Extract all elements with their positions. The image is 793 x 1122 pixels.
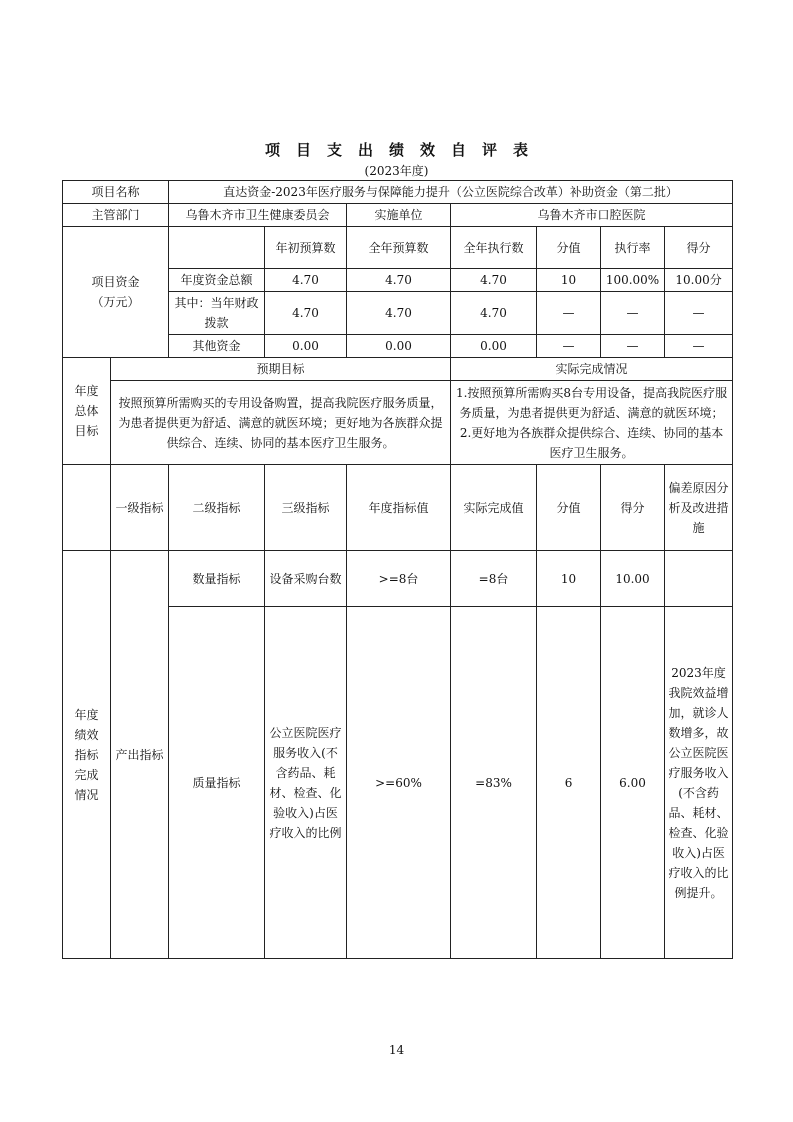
funds-row-label: 年度资金总额 xyxy=(169,269,265,292)
indicator-score: 6.00 xyxy=(601,607,665,959)
funds-cell: — xyxy=(601,335,665,358)
funds-cell: — xyxy=(537,335,601,358)
funds-cell: — xyxy=(537,292,601,335)
funds-label xyxy=(63,227,169,358)
indicator-actual: =8台 xyxy=(451,551,537,607)
funds-cell: 100.00% xyxy=(601,269,665,292)
indicator-level1-output: 产出指标 xyxy=(111,551,169,959)
funds-header-rate: 执行率 xyxy=(601,227,665,269)
indicator-level2: 数量指标 xyxy=(169,551,265,607)
project-name-label: 项目名称 xyxy=(63,181,169,204)
indicator-deviation: 2023年度我院效益增加，就诊人数增多，故公立医院医疗服务收入(不含药品、耗材、检查、化验收入)占医疗收入的比例提升。 xyxy=(665,607,733,959)
year-subtitle: (2023年度) xyxy=(364,164,429,178)
project-name-value: 直达资金-2023年医疗服务与保障能力提升（公立医院综合改革）补助资金（第二批） xyxy=(169,181,733,204)
unit-label: 实施单位 xyxy=(347,204,451,227)
indicator-score-value: 6 xyxy=(537,607,601,959)
funds-cell: 0.00 xyxy=(347,335,451,358)
funds-cell: 10.00分 xyxy=(665,269,733,292)
funds-cell: 4.70 xyxy=(347,269,451,292)
funds-cell: 0.00 xyxy=(265,335,347,358)
indicator-level3: 公立医院医疗服务收入(不含药品、耗材、检查、化验收入)占医疗收入的比例 xyxy=(265,607,347,959)
funds-label-text: 项目资金 （万元） xyxy=(91,275,140,309)
indicator-header-actual: 实际完成值 xyxy=(451,465,537,551)
funds-header-annual: 全年预算数 xyxy=(347,227,451,269)
funds-cell: 10 xyxy=(537,269,601,292)
goal-expected-text: 按照预算所需购买的专用设备购置，提高我院医疗服务质量，为患者提供更为舒适、满意的就医环境；更好地为各族群众提供综合、连续、协同的基本医疗卫生服务。 xyxy=(111,381,451,465)
indicators-section-label-text: 年度 绩效 指标 完成 情况 xyxy=(74,707,99,802)
funds-cell: — xyxy=(665,292,733,335)
funds-cell: — xyxy=(601,292,665,335)
indicator-target: >=60% xyxy=(347,607,451,959)
goal-actual-label: 实际完成情况 xyxy=(451,358,733,381)
indicator-level3: 设备采购台数 xyxy=(265,551,347,607)
goal-actual-text: 1.按照预算所需购买8台专用设备，提高我院医疗服务质量，为患者提供更为舒适、满意的就医环境；2.更好地为各族群众提供综合、连续、协同的基本医疗卫生服务。 xyxy=(451,381,733,465)
funds-cell: 4.70 xyxy=(347,292,451,335)
unit-value: 乌鲁木齐市口腔医院 xyxy=(451,204,733,227)
indicator-header-score-value: 分值 xyxy=(537,465,601,551)
funds-header-score-value: 分值 xyxy=(537,227,601,269)
funds-header-score: 得分 xyxy=(665,227,733,269)
indicator-deviation xyxy=(665,551,733,607)
indicator-header-blank xyxy=(63,465,111,551)
dept-value: 乌鲁木齐市卫生健康委员会 xyxy=(169,204,347,227)
funds-cell: 4.70 xyxy=(265,292,347,335)
dept-label: 主管部门 xyxy=(63,204,169,227)
indicator-score-value: 10 xyxy=(537,551,601,607)
goal-label-text: 年度 总体 目标 xyxy=(74,384,99,438)
indicators-section-label xyxy=(63,551,111,959)
indicator-header-target: 年度指标值 xyxy=(347,465,451,551)
funds-row-label: 其中：当年财政拨款 xyxy=(169,292,265,335)
goal-expected-label: 预期目标 xyxy=(111,358,451,381)
funds-cell: 4.70 xyxy=(451,269,537,292)
indicator-actual: =83% xyxy=(451,607,537,959)
indicator-header-deviation: 偏差原因分析及改进措施 xyxy=(665,465,733,551)
indicator-score: 10.00 xyxy=(601,551,665,607)
funds-header-executed: 全年执行数 xyxy=(451,227,537,269)
indicator-header-level3: 三级指标 xyxy=(265,465,347,551)
funds-header-initial: 年初预算数 xyxy=(265,227,347,269)
indicator-target: >=8台 xyxy=(347,551,451,607)
goal-label xyxy=(63,358,111,465)
page-number: 14 xyxy=(388,1043,405,1057)
indicator-header-level2: 二级指标 xyxy=(169,465,265,551)
indicator-level2: 质量指标 xyxy=(169,607,265,959)
indicator-header-score: 得分 xyxy=(601,465,665,551)
self-evaluation-table xyxy=(62,180,733,959)
funds-cell: — xyxy=(665,335,733,358)
funds-cell: 0.00 xyxy=(451,335,537,358)
funds-cell: 4.70 xyxy=(451,292,537,335)
funds-cell: 4.70 xyxy=(265,269,347,292)
funds-header-blank xyxy=(169,227,265,269)
indicator-header-level1: 一级指标 xyxy=(111,465,169,551)
funds-row-label: 其他资金 xyxy=(169,335,265,358)
page-title: 项目支出绩效自评表 xyxy=(264,141,544,159)
